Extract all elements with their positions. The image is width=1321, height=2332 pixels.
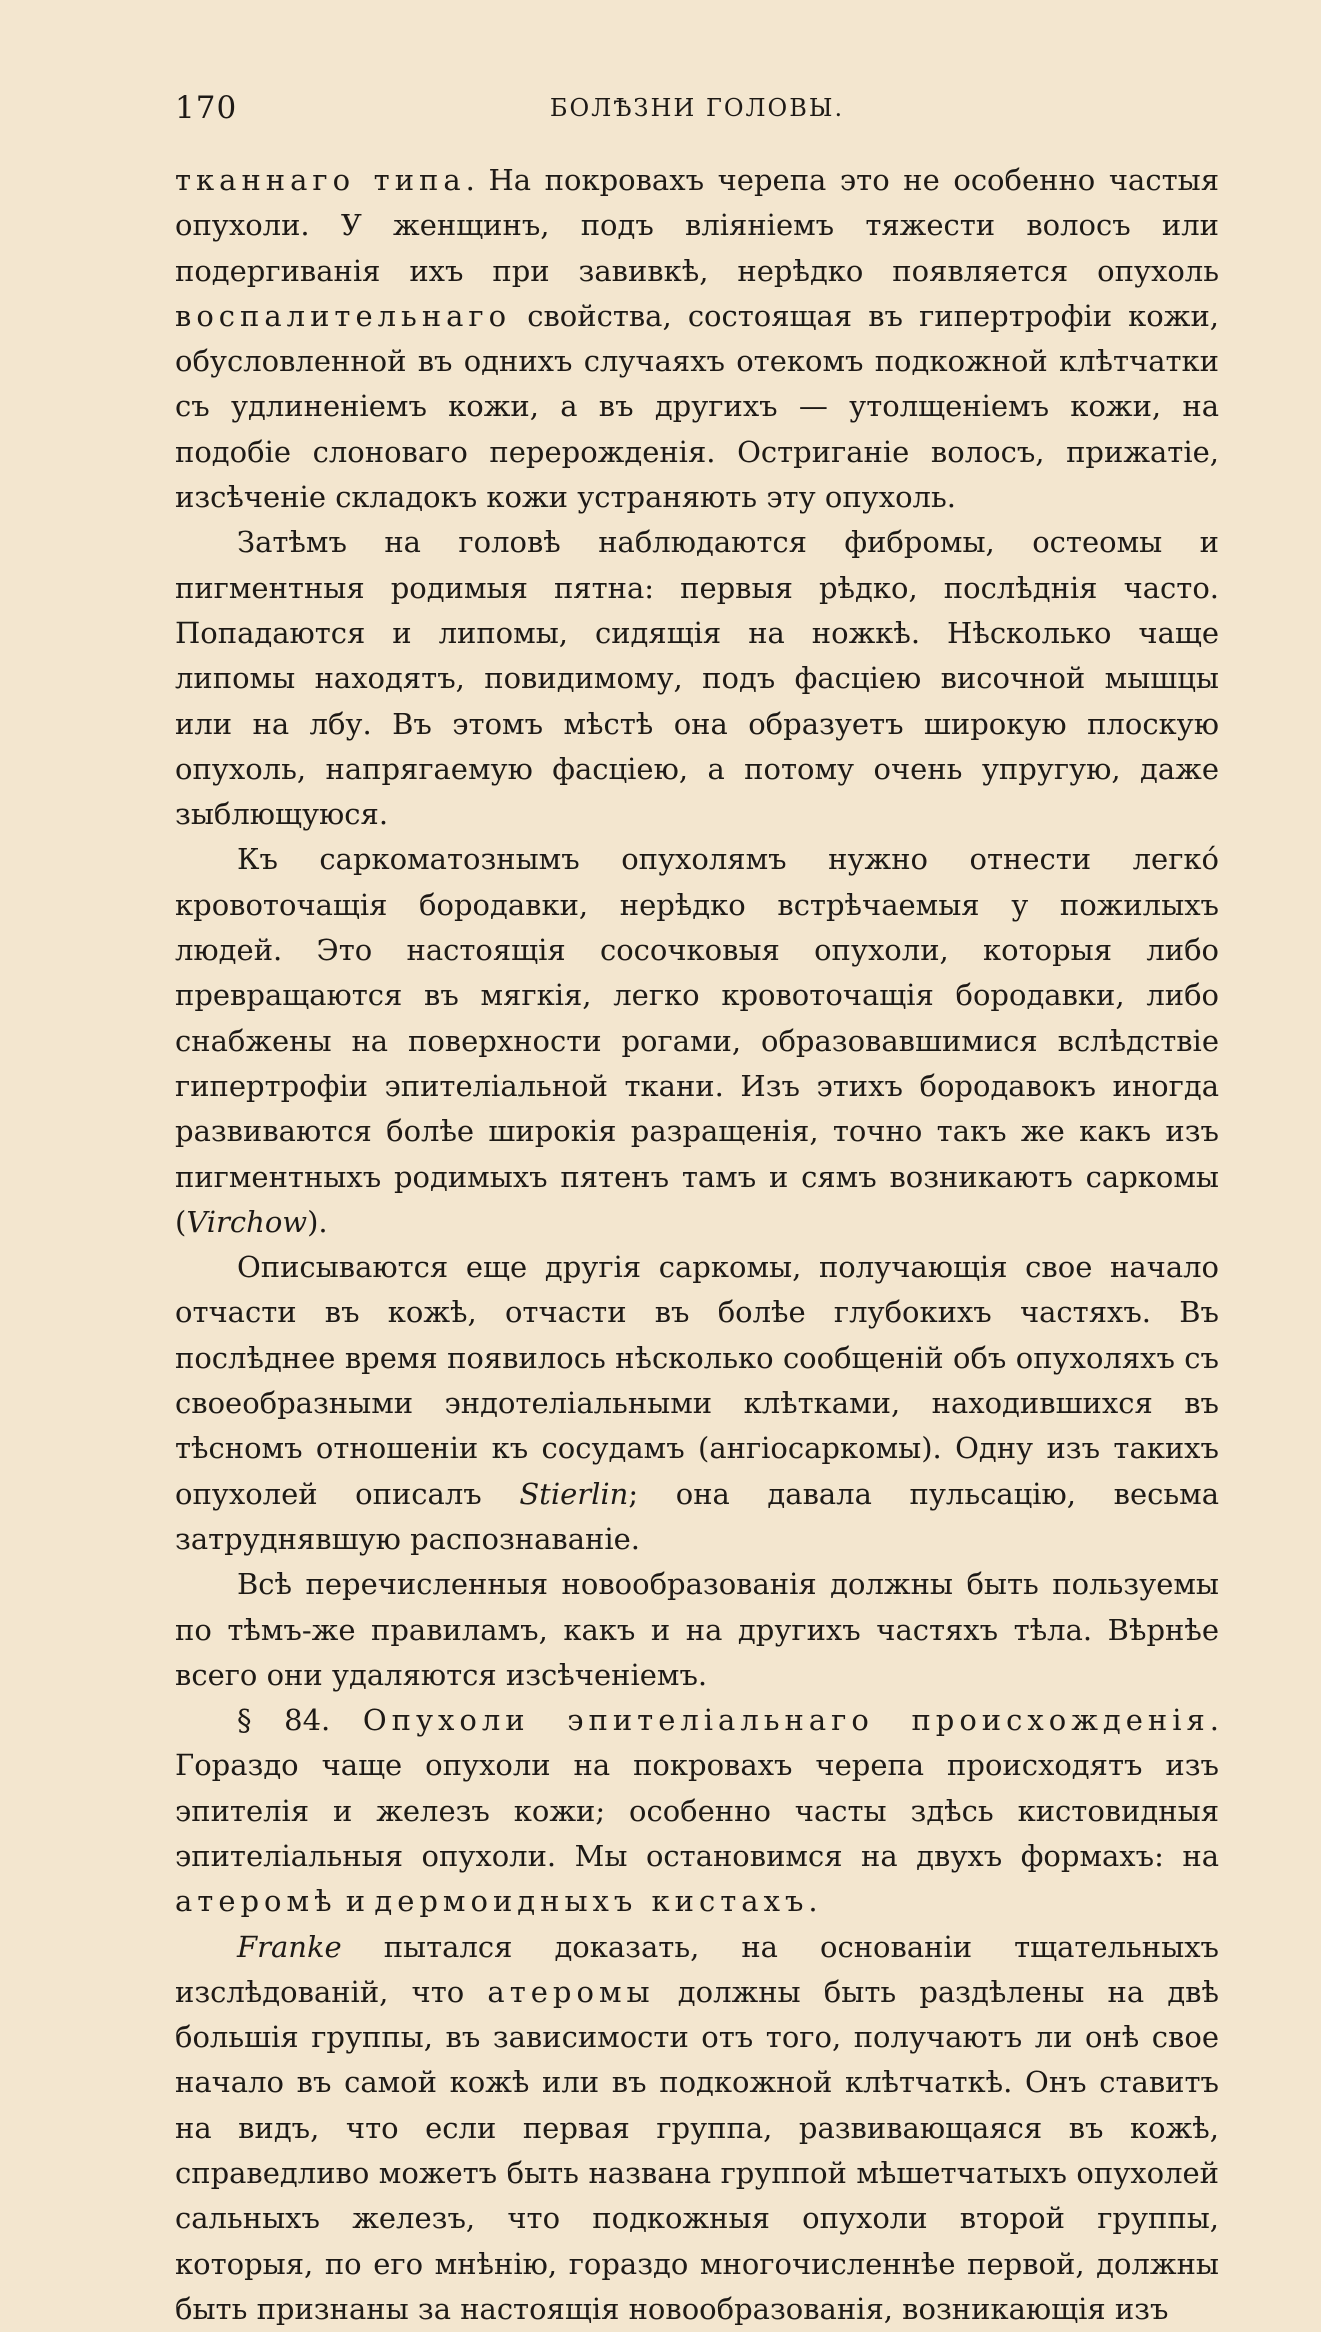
paragraph [175,520,1219,837]
text-run: пытался доказать, на основаніи тщательныхъ изслѣдованій, что [175,1929,1219,2009]
paragraph [175,1562,1219,1698]
text-run: Всѣ перечисленныя новообразованія должны быть пользуемы по тѣмъ-же правиламъ, какъ и на другихъ частяхъ тѣла. Вѣрнѣе всего они удаляются изсѣченіемъ. [175,1567,1219,1692]
author-name: Franke [237,1929,342,1964]
paragraph [175,1925,1219,2332]
text-run: . На покровахъ черепа это не особенно частыя опухоли. У женщинъ, подъ вліяніемъ тяжести волосъ или подергиванія ихъ при завивкѣ, нерѣдко появляется опухоль [175,163,1219,288]
paragraph [175,1245,1219,1562]
author-name: Stierlin [519,1476,629,1511]
text-run: Къ саркоматознымъ опухолямъ нужно отнести легко́ кровоточащія бородавки, нерѣдко встрѣчаемыя у пожилыхъ людей. Это настоящія сосочковыя опухоли, которыя либо превращаются въ мягкія, легко кровоточащія бородавки, либо снабжены на поверхности рогами, образовавшимися вслѣдствіе гипертрофіи эпителіальной ткани. Изъ этихъ бородавокъ иногда развиваются болѣе широкія разращенія, точно такъ же какъ изъ пигментныхъ родимыхъ пятенъ тамъ и сямъ возникаютъ саркомы ( [175,842,1219,1239]
spaced-term: атеромы [487,1974,655,2009]
text-run: . [808,1884,818,1919]
section-paragraph [175,1698,1219,1924]
text-run: Описываются еще другія саркомы, получающія свое начало отчасти въ кожѣ, отчасти въ болѣе глубокихъ частяхъ. Въ послѣднее время появилось нѣсколько сообщеній объ опухоляхъ съ своеобразными эндотеліальными клѣтками, находившихся въ тѣсномъ отношеніи къ сосудамъ (ангіосаркомы). Одну изъ такихъ опухолей описалъ [175,1250,1219,1511]
text-run: и [336,1884,375,1919]
paragraph [175,837,1219,1245]
page-number: 170 [175,90,238,126]
author-name: Virchow [186,1204,308,1239]
spaced-term: воспалительнаго [175,298,512,333]
text-run: ). [307,1204,328,1239]
text-run: ; она давала пульсацію, весьма затруднявшую распознаваніе. [175,1476,1219,1556]
text-run: должны быть раздѣлены на двѣ большія группы, въ зависимости отъ того, получаютъ ли онѣ свое начало въ самой кожѣ или въ подкожной клѣтчаткѣ. Онъ ставитъ на видъ, что если первая группа, развивающаяся въ кожѣ, справедливо можетъ быть названа группой мѣшетчатыхъ опухолей сальныхъ железъ, что подкожныя опухоли второй группы, которыя, по его мнѣнію, гораздо многочисленнѣе первой, должны быть признаны за настоящія новообразованія, возникающія изъ [175,1974,1219,2326]
spaced-term: дермоидныхъ кистахъ [374,1884,809,1919]
spaced-term: тканнаго типа [175,163,466,197]
body-text [175,158,1219,2332]
text-run: . Гораздо чаще опухоли на покровахъ черепа происходятъ изъ эпителія и железъ кожи; особенно часты здѣсь кистовидныя эпителіальныя опухоли. Мы остановимся на двухъ формахъ: на [175,1703,1220,1873]
section-heading: Опухоли эпителіальнаго происхожденія [362,1703,1210,1738]
text-run: Затѣмъ на головѣ наблюдаются фибромы, остеомы и пигментныя родимыя пятна: первыя рѣдко, послѣднія часто. Попадаются и липомы, сидящія на ножкѣ. Нѣсколько чаще липомы находятъ, повидимому, подъ фасціею височной мышцы или на лбу. Въ этомъ мѣстѣ она образуетъ широкую плоскую опухоль, напрягаемую фасціею, а потому очень упругую, даже зыблющуюся. [175,525,1219,832]
paragraph [175,158,1219,520]
page-header [175,90,1219,130]
section-number: § 84. [237,1703,363,1738]
text-run: свойства, состоящая въ гипертрофіи кожи, обусловленной въ однихъ случаяхъ отекомъ подкожной клѣтчатки съ удлиненіемъ кожи, а въ другихъ — утолщеніемъ кожи, на подобіе слоноваго перерожденія. Остриганіе волосъ, прижатіе, изсѣченіе складокъ кожи устраняють эту опухоль. [175,298,1219,515]
spaced-term: атеромѣ [175,1884,337,1919]
running-title: БОЛѢЗНИ ГОЛОВЫ. [549,94,845,122]
